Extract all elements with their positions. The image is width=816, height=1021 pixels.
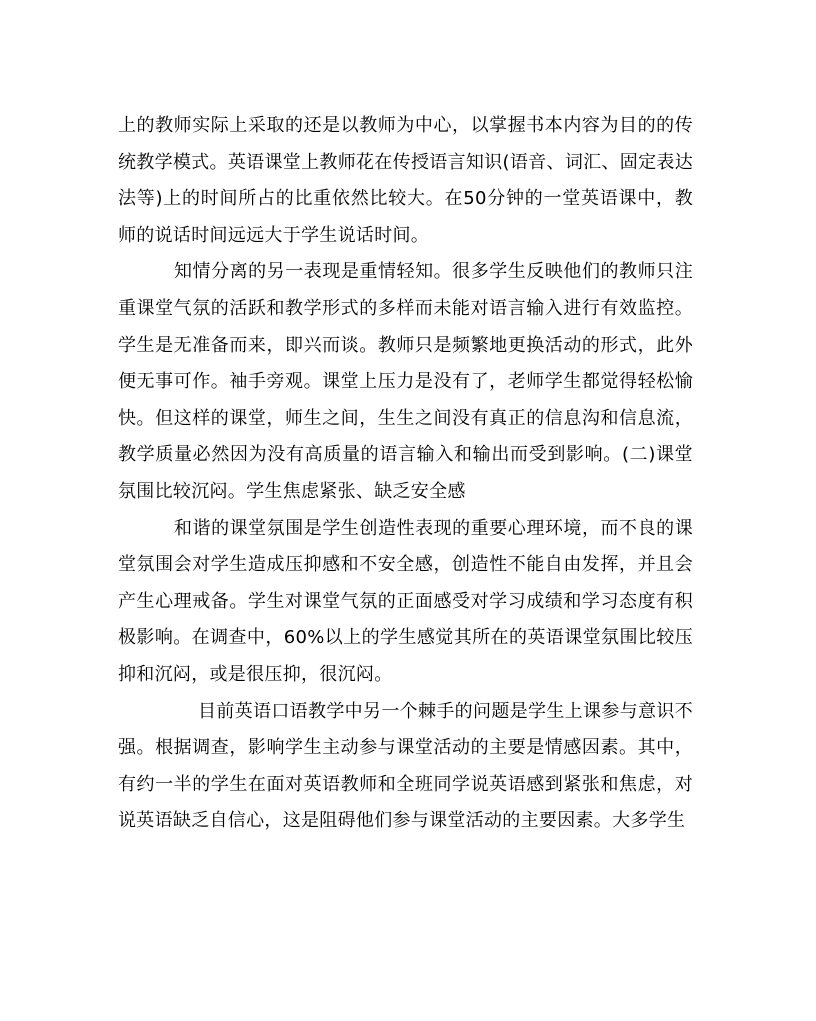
paragraph-1: 上的教师实际上采取的还是以教师为中心，以掌握书本内容为目的的传统教学模式。英语课堂上教师花在传授语言知识(语音、词汇、固定表达法等)上的时间所占的比重依然比较大。在50分钟的一堂英语课中，教师的说话时间远远大于学生说话时间。 [118,115,693,246]
paragraph-3: 和谐的课堂氛围是学生创造性表现的重要心理环境，而不良的课堂氛围会对学生造成压抑感和不安全感，创造性不能自由发挥，并且会产生心理戒备。学生对课堂气氛的正面感受对学习成绩和学习态度有积极影响。在调查中，60%以上的学生感觉其所在的英语课堂氛围比较压抑和沉闷，或是很压抑，很沉闷。 [118,517,693,685]
paragraph-4: 目前英语口语教学中另一个棘手的问题是学生上课参与意识不强。根据调查，影响学生主动参与课堂活动的主要是情感因素。其中，有约一半的学生在面对英语教师和全班同学说英语感到紧张和焦虑，对说英语缺乏自信心，这是阻碍他们参与课堂活动的主要因素。大多学生 [118,700,693,832]
paragraph-2: 知情分离的另一表现是重情轻知。很多学生反映他们的教师只注重课堂气氛的活跃和教学形式的多样而未能对语言输入进行有效监控。学生是无准备而来，即兴而谈。教师只是频繁地更换活动的形式，此外便无事可作。袖手旁观。课堂上压力是没有了，老师学生都觉得轻松愉快。但这样的课堂，师生之间，生生之间没有真正的信息沟和信息流，教学质量必然因为没有高质量的语言输入和输出而受到影响。(二)课堂氛围比较沉闷。学生焦虑紧张、缺乏安全感 [118,261,693,502]
document-page [118,108,693,840]
